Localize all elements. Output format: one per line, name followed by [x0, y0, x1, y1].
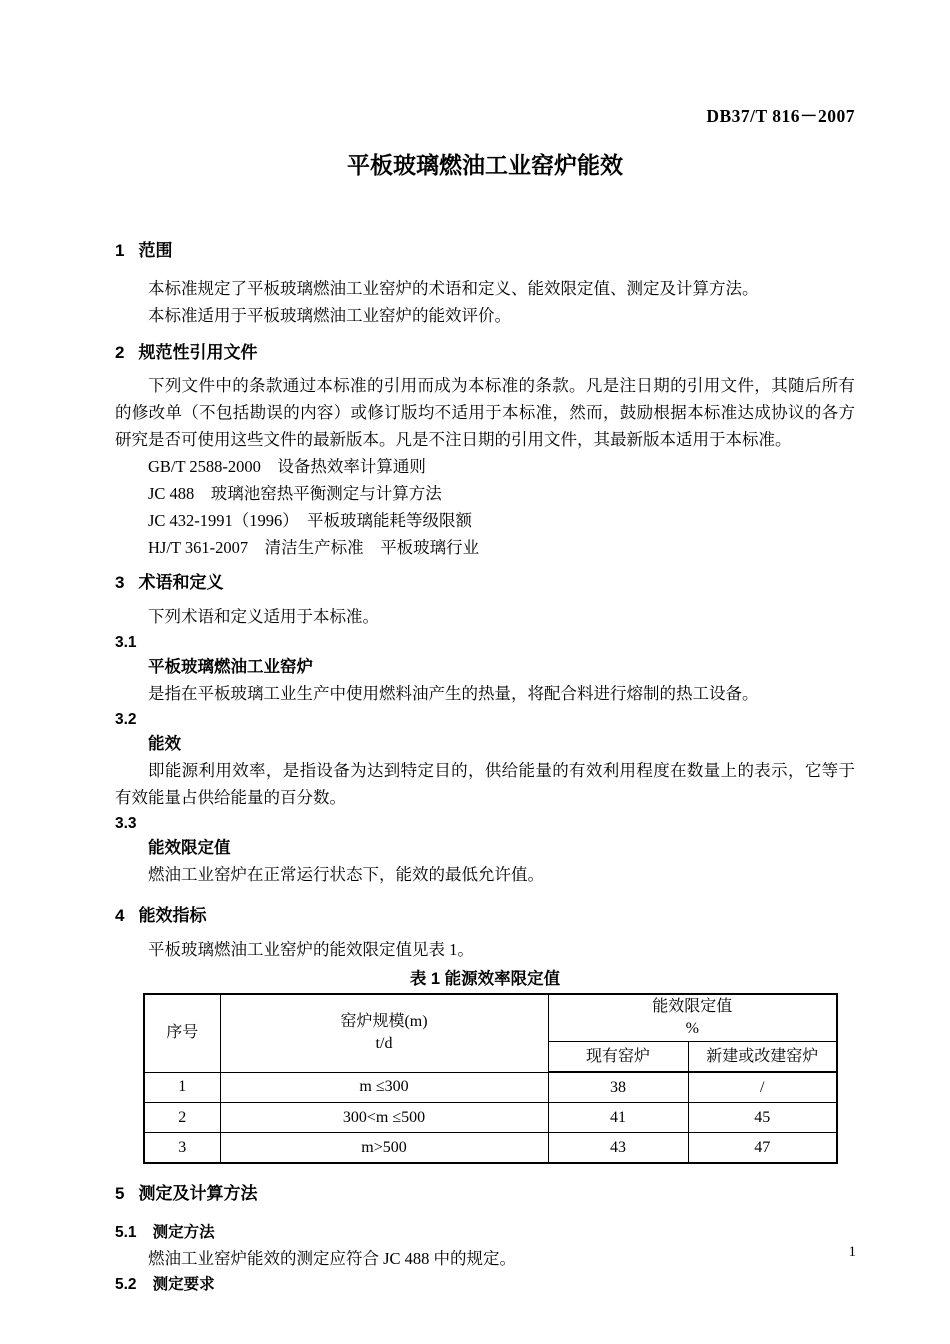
cell-index: 1 — [144, 1072, 220, 1103]
clause-number: 5.2 — [115, 1276, 137, 1293]
header-index: 序号 — [144, 994, 220, 1072]
doc-number: DB37/T 816－2007 — [706, 106, 855, 126]
definition-limit-value: 燃油工业窑炉在正常运行状态下，能效的最低允许值。 — [148, 865, 544, 884]
term-furnace: 平板玻璃燃油工业窑炉 — [148, 658, 313, 676]
header-scale — [220, 994, 548, 1072]
header-scale-line2: t/d — [375, 1035, 393, 1053]
term-energy-efficiency: 能效 — [148, 735, 181, 753]
clause-3-2-number — [115, 707, 855, 732]
clause-5-1-heading — [115, 1220, 855, 1245]
term-limit-value: 能效限定值 — [148, 839, 231, 857]
header-limit-line1: 能效限定值 — [652, 998, 733, 1015]
section-3-heading — [115, 571, 855, 595]
reference-item: JC 488 玻璃池窑热平衡测定与计算方法 — [148, 484, 442, 503]
page-title: 平板玻璃燃油工业窑炉能效 — [347, 152, 623, 178]
clause-number: 3.2 — [115, 711, 137, 728]
reference-item: HJ/T 361-2007 清洁生产标准 平板玻璃行业 — [148, 538, 480, 557]
cell-existing: 41 — [548, 1103, 688, 1133]
header-limit-line2: % — [685, 1020, 699, 1037]
clause-title: 测定方法 — [152, 1224, 215, 1241]
table-row — [144, 1103, 837, 1133]
cell-index: 2 — [144, 1103, 220, 1133]
clause-5-1-paragraph: 燃油工业窑炉能效的测定应符合 JC 488 中的规定。 — [148, 1249, 517, 1268]
section-3-title: 术语和定义 — [138, 573, 224, 592]
section-1-heading — [115, 239, 855, 263]
section-1-title: 范围 — [138, 241, 173, 260]
header-scale-line1: 窑炉规模(m) — [340, 1013, 428, 1031]
cell-scale: 300<m ≤500 — [220, 1103, 548, 1133]
clause-number: 3.3 — [115, 815, 137, 832]
definition-energy-efficiency: 即能源利用效率，是指设备为达到特定目的，供给能量的有效利用程度在数量上的表示，它等于有效能量占供给能量的百分数。 — [115, 761, 855, 807]
clause-3-3-number — [115, 811, 855, 836]
section-4-number: 4 — [115, 906, 125, 925]
section-2-number: 2 — [115, 343, 125, 362]
cell-scale: m ≤300 — [220, 1072, 548, 1103]
header-new-furnace: 新建或改建窑炉 — [688, 1042, 837, 1073]
table-caption: 表 1 能源效率限定值 — [409, 970, 561, 988]
section-2-heading — [115, 341, 855, 365]
cell-new: 47 — [688, 1133, 837, 1164]
energy-efficiency-limits-table — [143, 993, 838, 1164]
clause-3-1-number — [115, 630, 855, 655]
section-1-paragraph: 本标准规定了平板玻璃燃油工业窑炉的术语和定义、能效限定值、测定及计算方法。 — [148, 279, 759, 298]
cell-existing: 38 — [548, 1072, 688, 1103]
section-2-paragraph: 下列文件中的条款通过本标准的引用而成为本标准的条款。凡是注日期的引用文件，其随后所有的修改单（不包括勘误的内容）或修订版均不适用于本标准，然而，鼓励根据本标准达成协议的各方研究是否可使用这些文件的最新版本。凡是不注日期的引用文件，其最新版本适用于本标准。 — [115, 376, 855, 449]
section-4-paragraph: 平板玻璃燃油工业窑炉的能效限定值见表 1。 — [148, 940, 474, 959]
cell-existing: 43 — [548, 1133, 688, 1164]
definition-furnace: 是指在平板玻璃工业生产中使用燃料油产生的热量，将配合料进行熔制的热工设备。 — [148, 684, 759, 703]
clause-number: 3.1 — [115, 634, 137, 651]
section-4-title: 能效指标 — [138, 906, 207, 925]
section-5-number: 5 — [115, 1184, 125, 1203]
section-3-intro: 下列术语和定义适用于本标准。 — [148, 607, 379, 626]
cell-new: 45 — [688, 1103, 837, 1133]
reference-item: JC 432-1991（1996） 平板玻璃能耗等级限额 — [148, 511, 473, 530]
header-limit — [548, 994, 837, 1042]
clause-5-2-heading — [115, 1272, 855, 1297]
section-5-heading — [115, 1182, 855, 1206]
cell-new: / — [688, 1072, 837, 1103]
clause-number: 5.1 — [115, 1224, 137, 1241]
section-3-number: 3 — [115, 573, 125, 592]
section-2-title: 规范性引用文件 — [138, 343, 258, 362]
table-row — [144, 1133, 837, 1164]
section-1-paragraph: 本标准适用于平板玻璃燃油工业窑炉的能效评价。 — [148, 306, 511, 325]
reference-item: GB/T 2588-2000 设备热效率计算通则 — [148, 457, 426, 476]
section-4-heading — [115, 904, 855, 928]
clause-title: 测定要求 — [152, 1276, 215, 1293]
page-number: 1 — [848, 1244, 856, 1260]
cell-scale: m>500 — [220, 1133, 548, 1164]
cell-index: 3 — [144, 1133, 220, 1164]
header-existing-furnace: 现有窑炉 — [548, 1042, 688, 1073]
table-header-row — [144, 994, 837, 1042]
section-1-number: 1 — [115, 241, 125, 260]
section-5-title: 测定及计算方法 — [138, 1184, 258, 1203]
table-row — [144, 1072, 837, 1103]
